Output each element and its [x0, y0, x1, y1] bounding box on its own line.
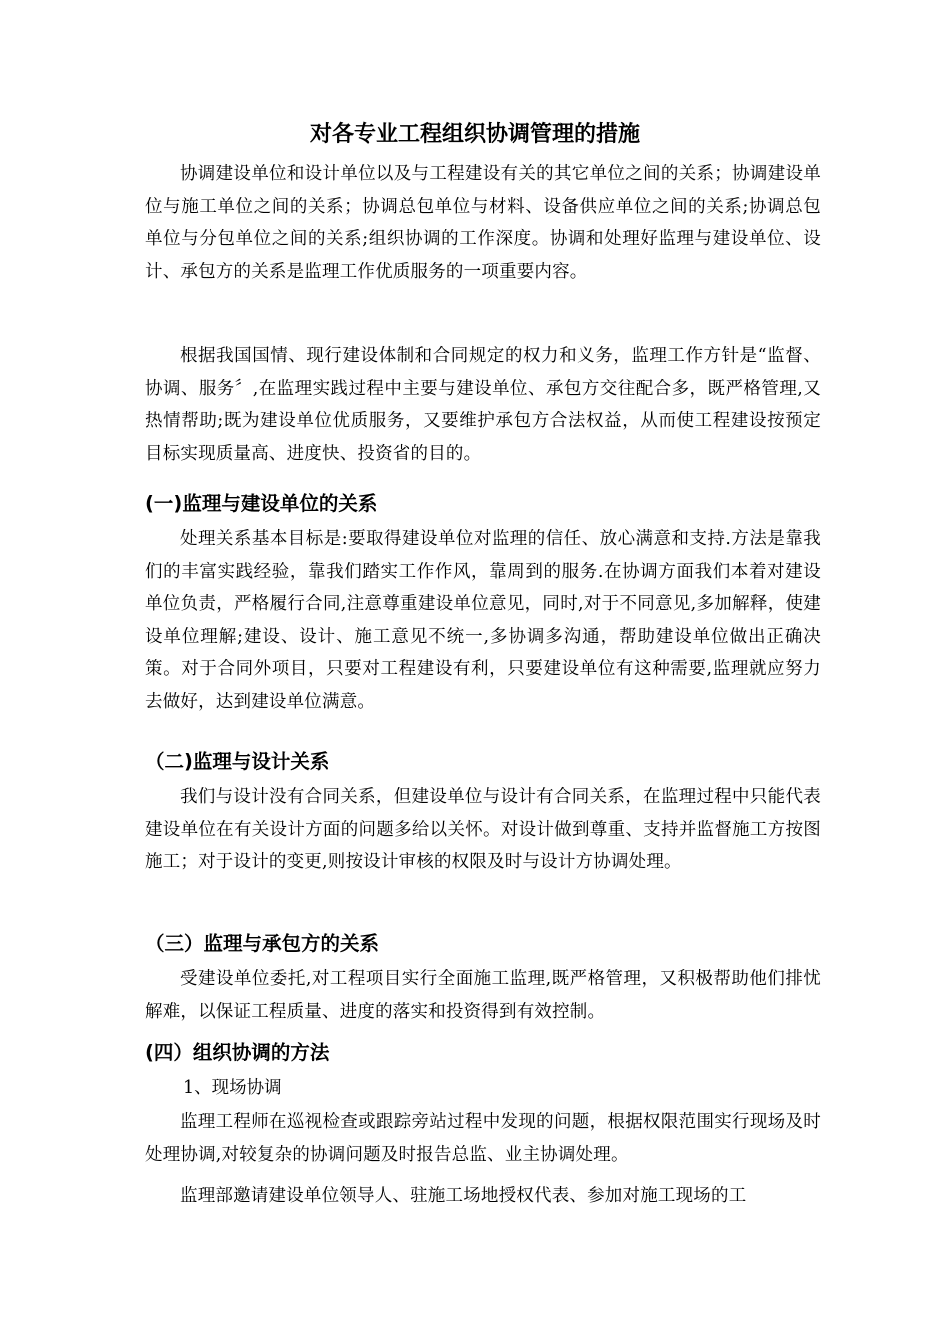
- section-heading-4: (四）组织协调的方法: [145, 1041, 330, 1064]
- paragraph-section-2: 我们与设计没有合同关系，但建设单位与设计有合同关系，在监理过程中只能代表建设单位在有关设计方面的问题多给以关怀。对设计做到尊重、支持并监督施工方按图施工；对于设计的变更,则按设计审核的权限及时与设计方协调处理。: [145, 787, 821, 872]
- section-heading-1: (一)监理与建设单位的关系: [145, 492, 378, 515]
- section-heading-2: （二)监理与设计关系: [145, 750, 330, 773]
- paragraph-intro: 协调建设单位和设计单位以及与工程建设有关的其它单位之间的关系；协调建设单位与施工单位之间的关系；协调总包单位与材料、设备供应单位之间的关系;协调总包单位与分包单位之间的关系;组织协调的工作深度。协调和处理好监理与建设单位、设计、承包方的关系是监理工作优质服务的一项重要内容。: [145, 164, 821, 282]
- document-title: 对各专业工程组织协调管理的措施: [309, 122, 640, 147]
- subheading-site-coordination: 1、现场协调: [183, 1078, 282, 1098]
- paragraph-policy: 根据我国国情、现行建设体制和合同规定的权力和义务，监理工作方针是“监督、协调、服务〞,在监理实践过程中主要与建设单位、承包方交往配合多，既严格管理,又热情帮助;既为建设单位优质服务，又要维护承包方合法权益，从而使工程建设按预定目标实现质量高、进度快、投资省的目的。: [145, 346, 821, 464]
- paragraph-section-3: 受建设单位委托,对工程项目实行全面施工监理,既严格管理，又积极帮助他们排忧解难，以保证工程质量、进度的落实和投资得到有效控制。: [145, 969, 821, 1022]
- paragraph-section-1: 处理关系基本目标是:要取得建设单位对监理的信任、放心满意和支持.方法是靠我们的丰富实践经验，靠我们踏实工作作风，靠周到的服务.在协调方面我们本着对建设单位负责，严格履行合同,注意尊重建设单位意见，同时,对于不同意见,多加解释，使建设单位理解;建设、设计、施工意见不统一,多协调多沟通，帮助建设单位做出正确决策。对于合同外项目，只要对工程建设有利，只要建设单位有这种需要,监理就应努力去做好，达到建设单位满意。: [145, 529, 821, 712]
- section-heading-3: （三）监理与承包方的关系: [145, 932, 380, 955]
- paragraph-site-coordination: 监理工程师在巡视检查或跟踪旁站过程中发现的问题，根据权限范围实行现场及时处理协调,对较复杂的协调问题及时报告总监、业主协调处理。: [145, 1112, 821, 1165]
- paragraph-invitation: 监理部邀请建设单位领导人、驻施工场地授权代表、参加对施工现场的工: [180, 1186, 747, 1206]
